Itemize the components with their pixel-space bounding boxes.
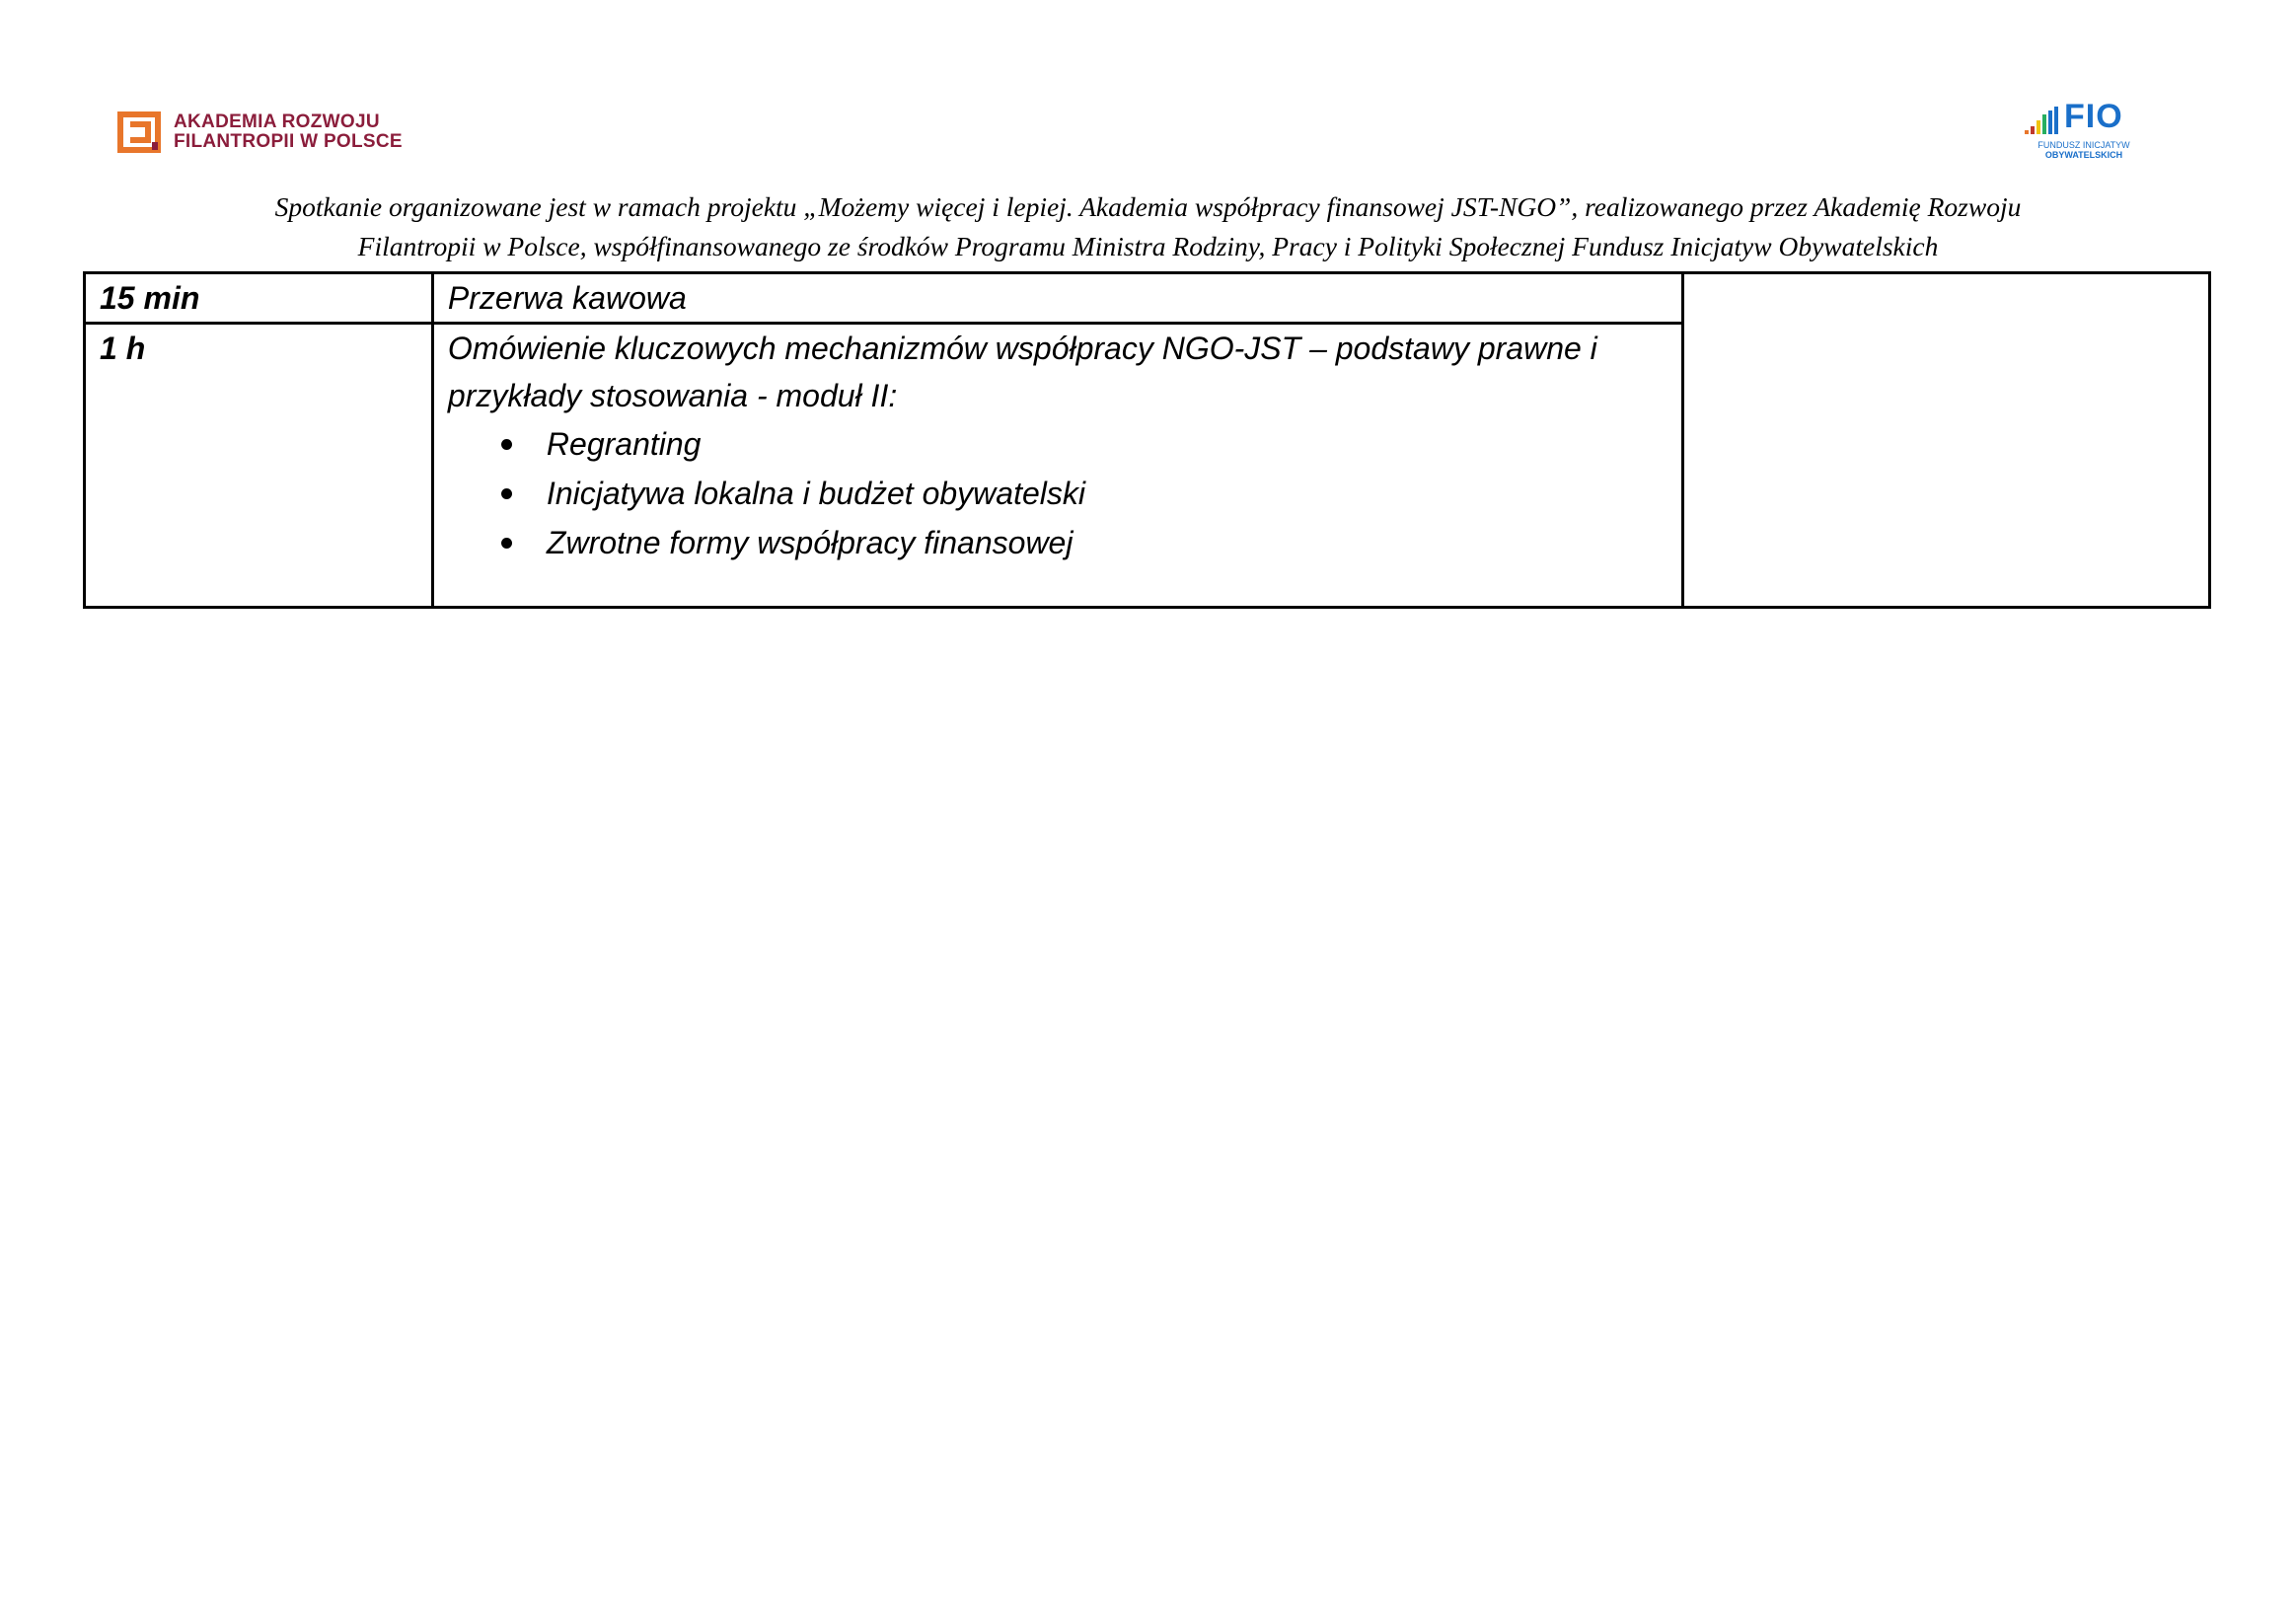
agenda-topic: Omówienie kluczowych mechanizmów współpracy NGO-JST – podstawy prawne i przykłady stosowania - moduł II: [447, 331, 1597, 413]
akademia-logo-line2: FILANTROPII W POLSCE [174, 131, 403, 152]
fio-bars-icon [2025, 107, 2058, 136]
akademia-logo-line1: AKADEMIA ROZWOJU [174, 111, 380, 132]
fio-logo-line1: FUNDUSZ INICJATYW [2037, 140, 2130, 150]
agenda-table [83, 271, 2211, 609]
fio-logo-line2: OBYWATELSKICH [2044, 150, 2123, 160]
agenda-topic: Przerwa kawowa [432, 273, 1682, 324]
fio-logo-word: FIO [2064, 98, 2123, 135]
akademia-logo-mark-icon [116, 111, 162, 154]
akademia-logo [116, 111, 403, 154]
intro-paragraph [99, 187, 2197, 266]
agenda-time: 1 h [85, 324, 433, 608]
fio-logo [2025, 99, 2143, 170]
agenda-topic-item: Zwrotne formy współpracy finansowej [547, 518, 1667, 567]
intro-line1: Spotkanie organizowane jest w ramach projektu „Możemy więcej i lepiej. Akademia współpracy finansowej JST-NGO”, realizowanego przez Akademię Rozwoju [274, 191, 2022, 222]
agenda-notes-cell [1683, 273, 2210, 608]
agenda-time: 15 min [85, 273, 433, 324]
agenda-topic-item: Regranting [547, 419, 1667, 469]
agenda-topic-list [448, 419, 1667, 567]
agenda-row [85, 273, 2210, 324]
agenda-topic-cell [432, 324, 1682, 608]
intro-line2: Filantropii w Polsce, współfinansowanego ze środków Programu Ministra Rodziny, Pracy i Polityki Społecznej Fundusz Inicjatyw Obywatelskich [357, 231, 1939, 261]
agenda-topic-item: Inicjatywa lokalna i budżet obywatelski [547, 469, 1667, 518]
